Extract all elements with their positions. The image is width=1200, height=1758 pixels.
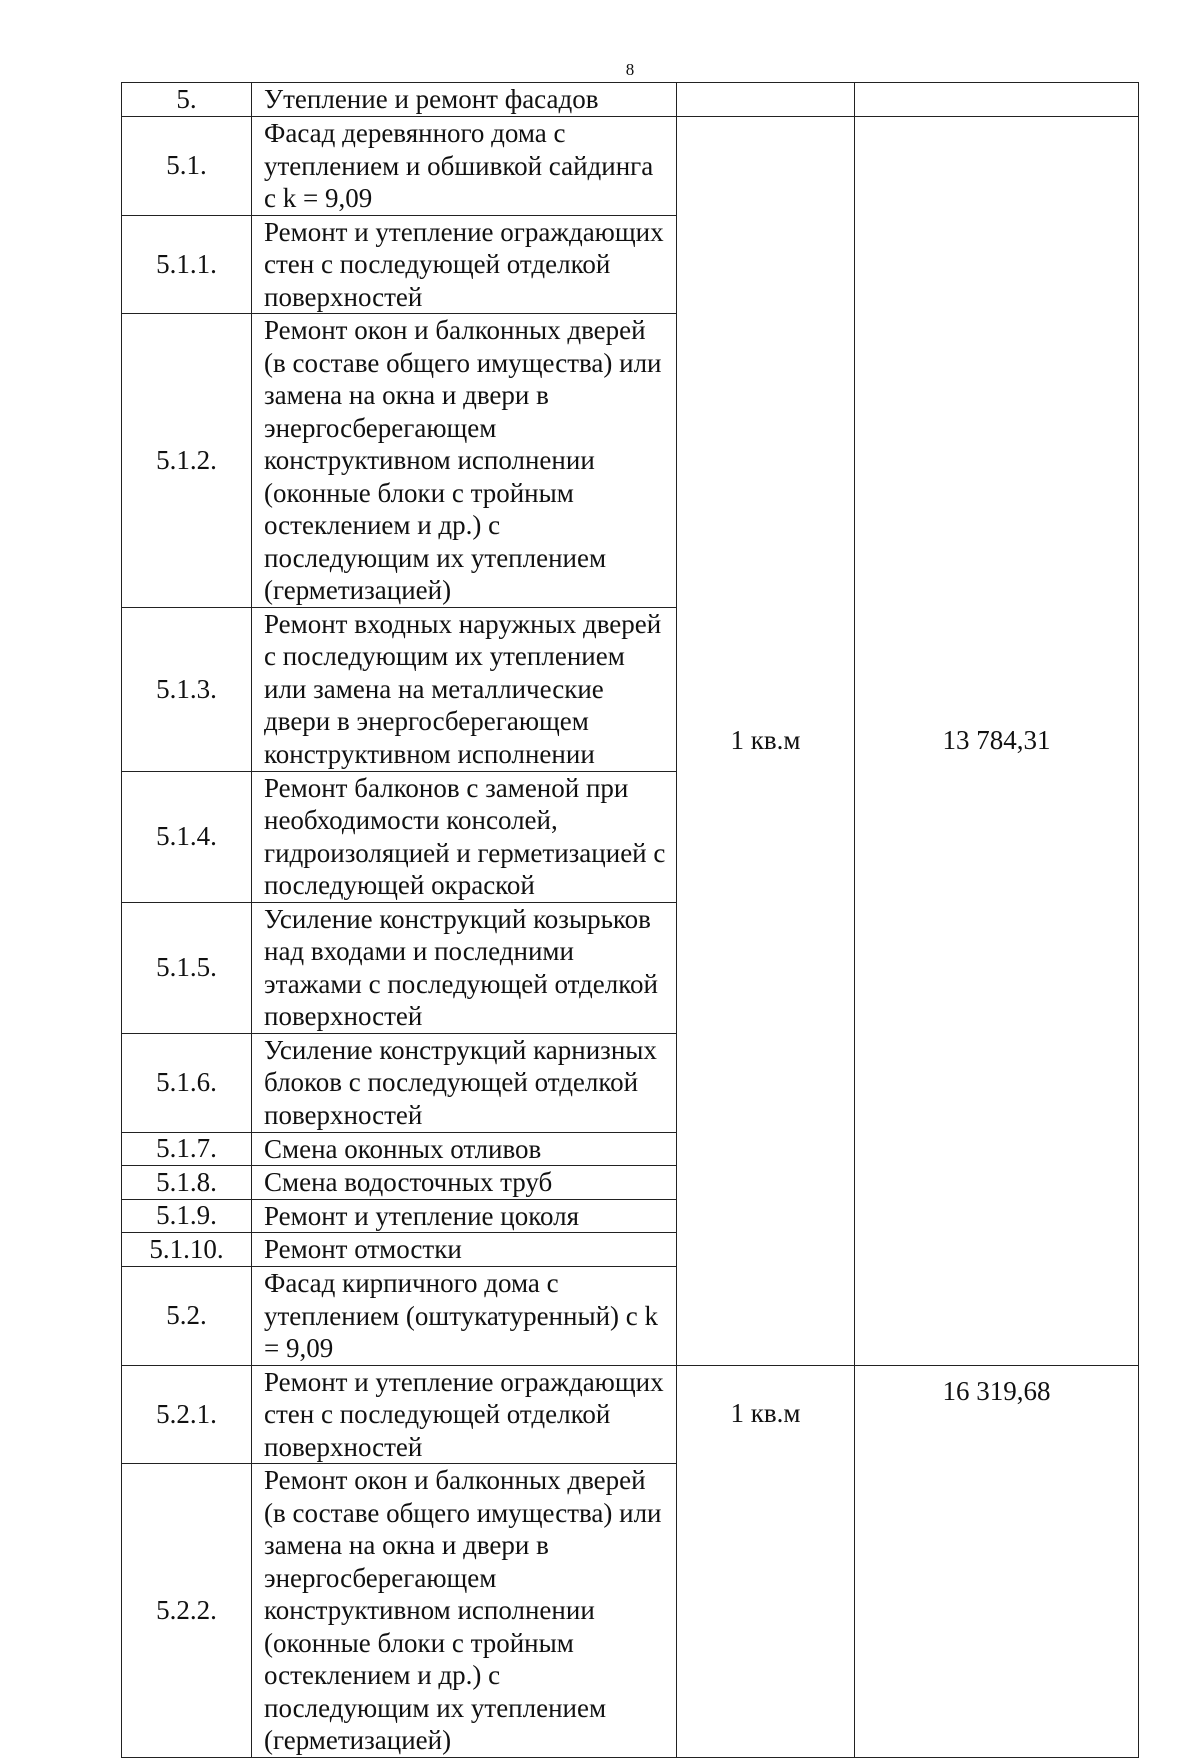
unit-cell-group2 — [677, 1365, 855, 1757]
row-description-text: Смена водосточных труб — [264, 1167, 553, 1197]
row-number: 5.1. — [122, 117, 252, 216]
row-number: 5.2. — [122, 1267, 252, 1366]
price-cell-group2 — [855, 1365, 1139, 1757]
row-description-text: Утепление и ремонт фасадов — [264, 84, 599, 115]
row-number: 5.1.2. — [122, 314, 252, 608]
row-description-text: Ремонт балконов с заменой при необходимости консолей, гидроизоляцией и герметизацией с последующей окраской — [264, 772, 666, 900]
row-number: 5.1.9. — [122, 1199, 252, 1233]
row-description-text: Ремонт входных наружных дверей с последующим их утеплением или замена на металлические двери в энергосберегающем конструктивном исполнении — [264, 608, 662, 769]
row-description — [252, 1166, 677, 1200]
row-description-text: Фасад деревянного дома с утеплением и обшивкой сайдинга с k = 9,09 — [264, 118, 654, 213]
row-description — [252, 607, 677, 771]
price-cell-group1: 13 784,31 — [855, 117, 1139, 1366]
row-description-text: Ремонт и утепление ограждающих стен с последующей отделкой поверхностей — [264, 216, 664, 312]
table-row — [122, 1365, 1139, 1464]
row-description — [252, 1464, 677, 1758]
row-description — [252, 771, 677, 902]
row-description — [252, 902, 677, 1033]
row-number: 5.1.5. — [122, 902, 252, 1033]
row-description — [252, 83, 677, 117]
row-description-text: Ремонт окон и балконных дверей (в составе общего имущества) или замена на окна и двери в энергосберегающем конструктивном исполнении (оконные блоки с тройным остеклением и др.) с последующим их утеплением (герметизацией) — [264, 1465, 662, 1755]
page-number: 8 — [625, 60, 635, 79]
table-row — [122, 83, 1139, 117]
row-description-text: Смена оконных отливов — [264, 1133, 542, 1164]
row-description — [252, 215, 677, 314]
row-description — [252, 1199, 677, 1233]
row-description-text: Ремонт окон и балконных дверей (в составе общего имущества) или замена на окна и двери в энергосберегающем конструктивном исполнении (оконные блоки с тройным остеклением и др.) с последующим их утеплением (герметизацией) — [264, 315, 662, 605]
price-text-group2: 16 319,68 — [942, 1375, 1051, 1406]
row-description — [252, 314, 677, 608]
row-description-text: Ремонт отмостки — [264, 1234, 462, 1264]
row-number: 5.2.1. — [122, 1365, 252, 1464]
row-description-text: Усиление конструкций козырьков над входами и последними этажами с последующей отделкой поверхностей — [264, 903, 658, 1031]
empty-unit-cell — [677, 83, 855, 117]
row-description — [252, 1267, 677, 1366]
row-description — [252, 1365, 677, 1464]
table-row — [122, 117, 1139, 216]
row-description — [252, 1132, 677, 1166]
row-description-text: Ремонт и утепление ограждающих стен с последующей отделкой поверхностей — [264, 1366, 664, 1462]
row-description — [252, 117, 677, 216]
unit-cell-group1: 1 кв.м — [677, 117, 855, 1366]
row-number: 5.1.1. — [122, 215, 252, 314]
row-number: 5.1.3. — [122, 607, 252, 771]
row-description — [252, 1233, 677, 1267]
row-number: 5.1.7. — [122, 1132, 252, 1166]
row-description-text: Усиление конструкций карнизных блоков с последующей отделкой поверхностей — [264, 1034, 657, 1130]
row-number: 5.1.10. — [122, 1233, 252, 1267]
row-description-text: Фасад кирпичного дома с утеплением (оштукатуренный) с k = 9,09 — [264, 1268, 659, 1363]
row-number: 5.1.8. — [122, 1166, 252, 1200]
empty-price-cell — [855, 83, 1139, 117]
unit-text-group2: 1 кв.м — [730, 1397, 801, 1428]
row-description — [252, 1033, 677, 1132]
row-number: 5.1.4. — [122, 771, 252, 902]
row-number: 5. — [122, 83, 252, 117]
row-number: 5.2.2. — [122, 1464, 252, 1758]
row-description-text: Ремонт и утепление цоколя — [264, 1200, 579, 1231]
row-number: 5.1.6. — [122, 1033, 252, 1132]
cost-table — [121, 82, 1139, 1758]
